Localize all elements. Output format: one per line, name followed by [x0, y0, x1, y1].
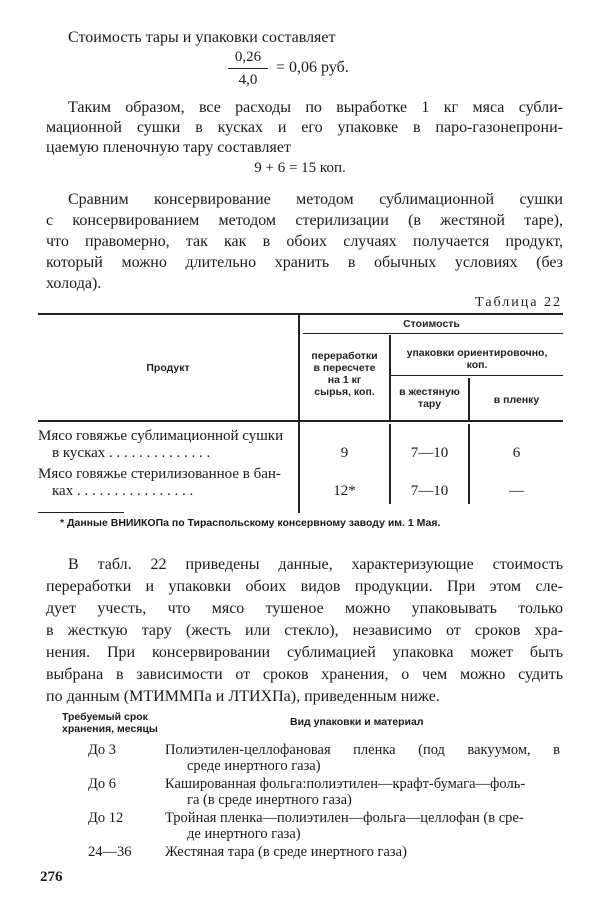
product-cell: [38, 428, 283, 462]
text-line: с консервированием методом стерилизации (в жестяной таре),: [46, 212, 563, 229]
text-line: выбрана в зависимости от сроков хранения, о чем можно судить: [46, 666, 563, 683]
header-packaging-type: Вид упаковки и материал: [290, 716, 424, 728]
header-line: коп.: [466, 359, 488, 371]
text-line: мационной сушки в кусках и его упаковке в паро-газонепрони-: [46, 119, 563, 136]
tin-cell: 7—10: [410, 445, 449, 461]
film-cell: 6: [512, 445, 521, 461]
text-line: переработки и упаковки обоих видов продукции. При этом сле-: [46, 578, 563, 595]
header-line: в жестяную: [399, 386, 460, 398]
packaging-text: Тройная пленка—полиэтилен—фольга—целлофан (в сре-: [165, 810, 524, 826]
text-line: дует учесть, что мясо тушеное можно упаковывать только: [46, 600, 563, 617]
text-line: в кусках . . . . . . . . . . . . . .: [52, 445, 211, 461]
header-tin: [391, 386, 468, 410]
fraction-numerator: 0,26: [234, 49, 262, 65]
header-line: хранения, месяцы: [62, 723, 158, 735]
film-cell: —: [509, 483, 524, 499]
header-line: сырья, коп.: [314, 386, 375, 398]
fraction-formula: [226, 48, 376, 92]
storage-term: 24—36: [88, 844, 132, 860]
header-processing: [300, 350, 389, 398]
text-line: что правомерно, так как в обоих случаях получается продукт,: [46, 233, 563, 250]
text-line: холода).: [46, 275, 102, 292]
fraction-result: = 0,06 руб.: [276, 59, 349, 76]
storage-term: До 6: [88, 776, 117, 792]
fraction-bar: [228, 68, 268, 69]
header-rule: [303, 333, 563, 334]
text-line: который можно длительно хранить в обычных условиях (без: [46, 254, 563, 271]
packaging-text: га (в среде инертного газа): [187, 792, 352, 808]
table-caption: Таблица 22: [475, 295, 562, 310]
text-line: ках . . . . . . . . . . . . . . . .: [52, 483, 194, 499]
text-line: Мясо говяжье стерилизованное в бан-: [38, 466, 281, 482]
header-storage-term: [62, 711, 158, 735]
sum-formula: 9 + 6 = 15 коп.: [254, 160, 346, 176]
storage-term: До 3: [88, 742, 117, 758]
fraction-denominator: 4,0: [238, 72, 258, 88]
text-line: Мясо говяжье сублимационной сушки: [38, 428, 284, 444]
text-line: по данным (МТИММПа и ЛТИХПа), приведенным ниже.: [46, 688, 440, 705]
header-line: упаковки ориентировочно,: [406, 347, 548, 359]
header-cost: Стоимость: [403, 318, 460, 330]
storage-term: До 12: [88, 810, 124, 826]
text-line: Таким образом, все расходы по выработке 1 кг мяса субли-: [68, 99, 563, 116]
intro-line: Стоимость тары и упаковки составляет: [68, 29, 336, 46]
text-line: цаемую пленочную тару составляет: [46, 139, 291, 156]
processing-cell: 12*: [333, 483, 356, 499]
packaging-text: Жестяная тара (в среде инертного газа): [165, 844, 407, 860]
page-number: 276: [40, 869, 63, 885]
header-product: Продукт: [146, 362, 190, 374]
packaging-text: де инертного газа): [187, 826, 301, 842]
packaging-text: Полиэтилен-целлофановая пленка (под вакуумом, в: [165, 742, 560, 758]
product-cell: [38, 466, 281, 500]
header-film: в пленку: [493, 394, 540, 406]
table-top-rule: [38, 313, 563, 315]
packaging-text: Кашированная фольга:полиэтилен—крафт-бумага—фоль-: [165, 776, 526, 792]
footnote-rule: [38, 512, 124, 513]
text-line: В табл. 22 приведены данные, характеризующие стоимость: [68, 556, 563, 573]
processing-cell: 9: [340, 445, 349, 461]
tin-cell: 7—10: [410, 483, 449, 499]
table-footnote: * Данные ВНИИКОПа по Тираспольскому консервному заводу им. 1 Мая.: [60, 517, 441, 529]
header-line: в пересчете: [313, 362, 376, 374]
header-line: Требуемый срок: [62, 711, 148, 723]
text-line: Сравним консервирование методом сублимационной сушки: [68, 191, 563, 208]
text-line: в жесткую тару (жесть или стекло), независимо от сроков хра-: [46, 622, 563, 639]
header-line: тару: [417, 398, 442, 410]
header-rule: [391, 375, 563, 376]
packaging-text: среде инертного газа): [187, 758, 321, 774]
header-line: на 1 кг: [327, 374, 362, 386]
header-packaging: [391, 347, 563, 371]
text-line: нения. При консервировании сублимацией упаковка может быть: [46, 644, 563, 661]
header-line: переработки: [311, 350, 378, 362]
header-bottom-rule: [38, 420, 563, 422]
